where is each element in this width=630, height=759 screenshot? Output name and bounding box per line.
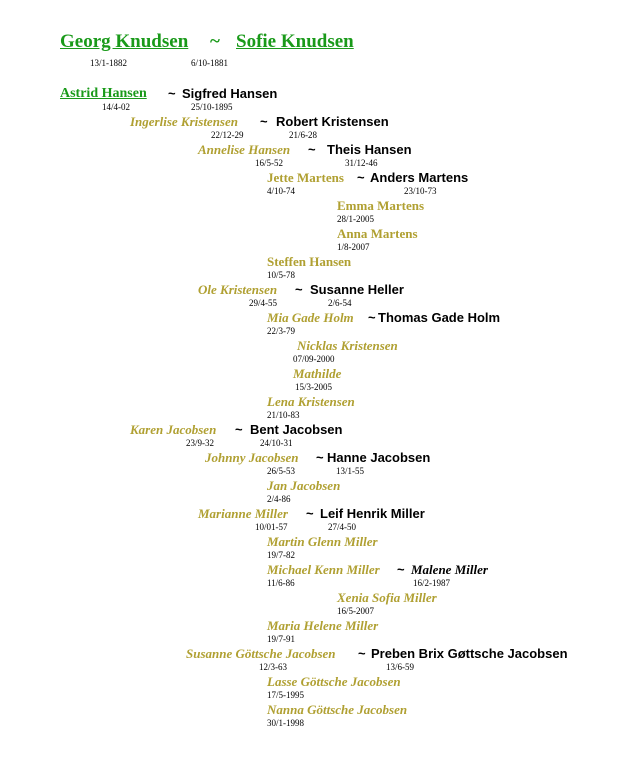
birth-date: 19/7-82: [267, 550, 295, 560]
marriage-separator: ~: [235, 422, 243, 437]
birth-date: 16/5-2007: [337, 606, 374, 616]
birth-date: 10/5-78: [267, 270, 295, 280]
husband-name: Georg Knudsen: [60, 31, 189, 52]
person-name: Jette Martens: [267, 170, 344, 185]
birth-date: 4/10-74: [267, 186, 295, 196]
person-name: Nanna Göttsche Jacobsen: [267, 702, 408, 717]
birth-date: 22/12-29: [211, 130, 244, 140]
birth-date: 15/3-2005: [295, 382, 332, 392]
wife-name: Sofie Knudsen: [236, 31, 354, 52]
person-name: Nicklas Kristensen: [297, 338, 398, 353]
marriage-separator: ~: [357, 170, 365, 185]
birth-date: 10/01-57: [255, 522, 288, 532]
person-name: Karen Jacobsen: [130, 422, 217, 437]
birth-date: 23/9-32: [186, 438, 214, 448]
spouse-birth-date: 13/1-55: [336, 466, 364, 476]
spouse-name: Theis Hansen: [327, 142, 412, 157]
person-name: Jan Jacobsen: [267, 478, 341, 493]
birth-date: 30/1-1998: [267, 718, 304, 728]
marriage-separator: ~: [308, 142, 316, 157]
spouse-name: Hanne Jacobsen: [327, 450, 431, 465]
spouse-name: Bent Jacobsen: [250, 422, 343, 437]
spouse-birth-date: 31/12-46: [345, 158, 378, 168]
person-name: Lasse Göttsche Jacobsen: [267, 674, 401, 689]
birth-date: 2/4-86: [267, 494, 291, 504]
spouse-birth-date: 25/10-1895: [191, 102, 233, 112]
birth-date: 17/5-1995: [267, 690, 304, 700]
person-name: Annelise Hansen: [198, 142, 291, 157]
person-name: Emma Martens: [337, 198, 425, 213]
person-name: Maria Helene Miller: [267, 618, 379, 633]
person-name: Marianne Miller: [198, 506, 288, 521]
birth-date: 1/8-2007: [337, 242, 370, 252]
spouse-birth-date: 24/10-31: [260, 438, 293, 448]
person-name: Steffen Hansen: [267, 254, 352, 269]
spouse-birth-date: 13/6-59: [386, 662, 414, 672]
person-name: Michael Kenn Miller: [267, 562, 380, 577]
person-name: Ingerlise Kristensen: [130, 114, 238, 129]
person-name: Martin Glenn Miller: [267, 534, 378, 549]
marriage-separator: ~: [397, 562, 405, 577]
birth-date: 19/7-91: [267, 634, 295, 644]
marriage-separator: ~: [306, 506, 314, 521]
marriage-separator: ~: [316, 450, 324, 465]
birth-date: 14/4-02: [102, 102, 130, 112]
marriage-separator: ~: [260, 114, 268, 129]
person-name: Mia Gade Holm: [267, 310, 354, 325]
spouse-name: Leif Henrik Miller: [320, 506, 425, 521]
spouse-name: Preben Brix Gøttsche Jacobsen: [371, 646, 568, 661]
marriage-separator: ~: [368, 310, 376, 325]
spouse-birth-date: 23/10-73: [404, 186, 437, 196]
marriage-separator: ~: [358, 646, 366, 661]
birth-date: 29/4-55: [249, 298, 277, 308]
spouse-birth-date: 2/6-54: [328, 298, 352, 308]
title-separator: ~: [210, 31, 220, 52]
spouse-name: Robert Kristensen: [276, 114, 389, 129]
spouse-name: Malene Miller: [411, 562, 488, 577]
person-name: Ole Kristensen: [198, 282, 278, 297]
spouse-name: Thomas Gade Holm: [378, 310, 501, 325]
birth-date: 07/09-2000: [293, 354, 335, 364]
birth-date: 26/5-53: [267, 466, 295, 476]
person-name: Astrid Hansen: [60, 86, 147, 101]
spouse-birth-date: 27/4-50: [328, 522, 356, 532]
spouse-name: Anders Martens: [370, 170, 469, 185]
person-name: Anna Martens: [337, 226, 418, 241]
marriage-separator: ~: [168, 86, 176, 101]
husband-birth-date: 13/1-1882: [90, 58, 127, 68]
birth-date: 16/5-52: [255, 158, 283, 168]
person-name: Susanne Göttsche Jacobsen: [186, 646, 336, 661]
spouse-birth-date: 21/6-28: [289, 130, 317, 140]
birth-date: 11/6-86: [267, 578, 295, 588]
person-name: Mathilde: [293, 366, 342, 381]
marriage-separator: ~: [295, 282, 303, 297]
person-name: Lena Kristensen: [267, 394, 355, 409]
spouse-name: Sigfred Hansen: [182, 86, 278, 101]
birth-date: 22/3-79: [267, 326, 295, 336]
spouse-birth-date: 16/2-1987: [413, 578, 450, 588]
wife-birth-date: 6/10-1881: [191, 58, 228, 68]
person-name: Xenia Sofia Miller: [337, 590, 437, 605]
birth-date: 21/10-83: [267, 410, 300, 420]
spouse-name: Susanne Heller: [310, 282, 404, 297]
birth-date: 28/1-2005: [337, 214, 374, 224]
person-name: Johnny Jacobsen: [205, 450, 299, 465]
birth-date: 12/3-63: [259, 662, 287, 672]
